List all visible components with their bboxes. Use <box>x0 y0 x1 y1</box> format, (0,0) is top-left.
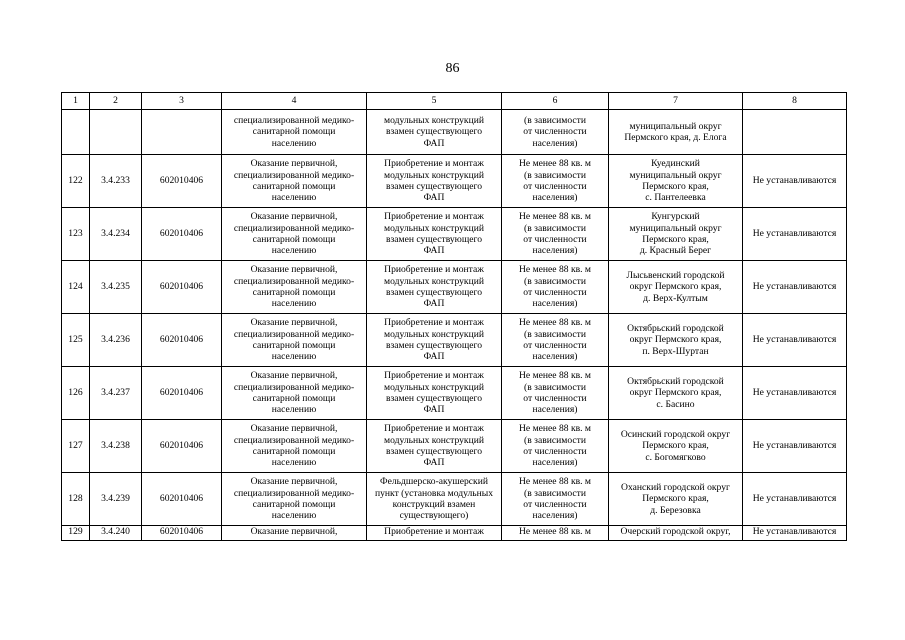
cell-text-line: модульных конструкций <box>384 434 484 446</box>
cell-text-line: Пермского края, <box>642 440 709 452</box>
cell-text-line: взамен существующего <box>385 181 482 192</box>
cell-text-line: населения) <box>532 457 578 469</box>
cell-text-line: (в зависимости <box>524 169 586 181</box>
table-row <box>62 314 847 367</box>
note-cell <box>743 110 847 155</box>
cell-text-line: от численности <box>523 287 587 298</box>
cell-text-line: Не менее 88 кв. м <box>518 211 591 223</box>
row-number-cell: 125 <box>62 314 90 367</box>
cell-text-line: пункт (установка модульных <box>374 487 494 499</box>
cell-text-line: Оханский городской округ <box>621 482 730 494</box>
cell-text-line: Оказание первичной, <box>250 158 338 170</box>
cell-text-line: населению <box>271 192 317 204</box>
cell-text-line: населения) <box>532 137 578 149</box>
purpose-cell <box>222 420 367 473</box>
table-row <box>62 208 847 261</box>
budget-code-cell: 602010406 <box>142 261 222 314</box>
cell-text-line: Пермского края, д. Елога <box>624 132 727 143</box>
cell-text-line: специализированной медико- <box>233 328 355 340</box>
cell-text-line: взамен существующего <box>385 446 482 457</box>
cell-text-line: Не менее 88 кв. м <box>518 317 591 329</box>
cell-text-line: Октябрьский городской <box>627 323 724 335</box>
cell-text-line: ФАП <box>423 351 445 363</box>
cell-text-line: муниципальный округ <box>629 120 722 132</box>
budget-code-cell: 602010406 <box>142 526 222 541</box>
cell-text-line: ФАП <box>423 192 445 204</box>
cell-text-line: специализированной медико- <box>233 222 355 234</box>
cell-text-line: ФАП <box>423 457 445 469</box>
cell-text-line: существующего) <box>399 510 469 522</box>
cell-text-line: населения) <box>532 404 578 416</box>
cell-text-line: взамен существующего <box>385 234 482 245</box>
cell-text-line: от численности <box>523 234 587 245</box>
note-cell: Не устанавливаются <box>743 314 847 367</box>
cell-text-line: Приобретение и монтаж <box>384 211 484 223</box>
cell-text-line: с. Пантелеевка <box>645 192 706 204</box>
cell-text-line: специализированной медико- <box>233 115 355 127</box>
cell-text-line: д. Красный Берег <box>639 245 712 257</box>
purpose-cell <box>222 110 367 155</box>
header-cell: 7 <box>609 93 743 110</box>
location-cell <box>609 110 743 155</box>
cell-text-line: от численности <box>523 340 587 351</box>
item-code-cell <box>90 110 142 155</box>
cell-text-line: населению <box>271 404 317 416</box>
purpose-cell <box>222 526 367 541</box>
cell-text-line: Приобретение и монтаж <box>384 423 484 435</box>
location-cell <box>609 208 743 261</box>
cell-text-line: Кунгурский <box>651 211 700 223</box>
activity-cell <box>367 155 502 208</box>
cell-text-line: населению <box>271 457 317 469</box>
cell-text-line: модульных конструкций <box>384 381 484 393</box>
item-code-cell: 3.4.235 <box>90 261 142 314</box>
purpose-cell <box>222 155 367 208</box>
header-cell: 4 <box>222 93 367 110</box>
table-row <box>62 155 847 208</box>
header-row <box>62 93 847 110</box>
cell-text-line: специализированной медико- <box>233 487 355 499</box>
cell-text-line: санитарной помощи <box>252 340 336 351</box>
cell-text-line: населения) <box>532 298 578 310</box>
note-cell: Не устанавливаются <box>743 526 847 541</box>
table-row <box>62 261 847 314</box>
activity-cell <box>367 473 502 526</box>
cell-text-line: санитарной помощи <box>252 181 336 192</box>
cell-text-line: Не менее 88 кв. м <box>518 526 591 537</box>
cell-text-line: Куединский <box>651 158 700 170</box>
location-cell <box>609 367 743 420</box>
row-number-cell: 122 <box>62 155 90 208</box>
cell-text-line: санитарной помощи <box>252 393 336 404</box>
cell-text-line: взамен существующего <box>385 287 482 298</box>
cell-text-line: от численности <box>523 126 587 138</box>
cell-text-line: от численности <box>523 446 587 457</box>
capacity-cell <box>502 420 609 473</box>
cell-text-line: взамен существующего <box>385 393 482 404</box>
cell-text-line: д. Верх-Култым <box>643 292 708 304</box>
cell-text-line: населения) <box>532 351 578 363</box>
purpose-cell <box>222 314 367 367</box>
cell-text-line: от численности <box>523 499 587 510</box>
item-code-cell: 3.4.240 <box>90 526 142 541</box>
capacity-cell <box>502 367 609 420</box>
cell-text-line: специализированной медико- <box>233 434 355 446</box>
budget-code-cell <box>142 110 222 155</box>
cell-text-line: округ Пермского края, <box>629 334 722 346</box>
header-cell: 5 <box>367 93 502 110</box>
table-row <box>62 110 847 155</box>
cell-text-line: округ Пермского края, <box>629 387 722 399</box>
capacity-cell <box>502 155 609 208</box>
header-cell: 8 <box>743 93 847 110</box>
cell-text-line: (в зависимости <box>524 115 586 127</box>
table-row <box>62 473 847 526</box>
cell-text-line: Не менее 88 кв. м <box>518 423 591 435</box>
budget-code-cell: 602010406 <box>142 314 222 367</box>
cell-text-line: (в зависимости <box>524 328 586 340</box>
cell-text-line: Оказание первичной, <box>250 211 338 223</box>
budget-code-cell: 602010406 <box>142 208 222 261</box>
cell-text-line: Пермского края, <box>642 234 709 245</box>
note-cell: Не устанавливаются <box>743 367 847 420</box>
item-code-cell: 3.4.238 <box>90 420 142 473</box>
cell-text-line: муниципальный округ <box>629 169 722 181</box>
cell-text-line: п. Верх-Шуртан <box>642 345 709 357</box>
cell-text-line: населения) <box>532 192 578 204</box>
purpose-cell <box>222 261 367 314</box>
item-code-cell: 3.4.236 <box>90 314 142 367</box>
cell-text-line: населения) <box>532 245 578 257</box>
note-cell: Не устанавливаются <box>743 208 847 261</box>
cell-text-line: Приобретение и монтаж <box>384 158 484 170</box>
activity-cell <box>367 367 502 420</box>
cell-text-line: санитарной помощи <box>252 126 336 138</box>
row-number-cell: 123 <box>62 208 90 261</box>
purpose-cell <box>222 208 367 261</box>
location-cell <box>609 155 743 208</box>
page-number: 86 <box>445 61 460 76</box>
cell-text-line: населению <box>271 137 317 149</box>
note-cell: Не устанавливаются <box>743 155 847 208</box>
cell-text-line: модульных конструкций <box>384 328 484 340</box>
cell-text-line: санитарной помощи <box>252 446 336 457</box>
location-cell <box>609 473 743 526</box>
data-table <box>61 92 847 541</box>
cell-text-line: взамен существующего <box>385 126 482 138</box>
activity-cell <box>367 261 502 314</box>
cell-text-line: модульных конструкций <box>384 222 484 234</box>
cell-text-line: санитарной помощи <box>252 499 336 510</box>
cell-text-line: взамен существующего <box>385 340 482 351</box>
location-cell <box>609 420 743 473</box>
cell-text-line: ФАП <box>423 137 445 149</box>
cell-text-line: населению <box>271 245 317 257</box>
cell-text-line: Лысьвенский городской <box>626 270 725 282</box>
budget-code-cell: 602010406 <box>142 420 222 473</box>
cell-text-line: Не менее 88 кв. м <box>518 264 591 276</box>
cell-text-line: Фельдшерско-акушерский <box>380 476 488 488</box>
cell-text-line: Приобретение и монтаж <box>384 526 484 537</box>
header-cell: 3 <box>142 93 222 110</box>
purpose-cell <box>222 473 367 526</box>
location-cell <box>609 314 743 367</box>
capacity-cell <box>502 473 609 526</box>
location-cell <box>609 261 743 314</box>
item-code-cell: 3.4.237 <box>90 367 142 420</box>
cell-text-line: модульных конструкций <box>384 275 484 287</box>
cell-text-line: с. Богомягково <box>645 451 706 463</box>
cell-text-line: (в зависимости <box>524 434 586 446</box>
cell-text-line: модульных конструкций <box>384 169 484 181</box>
purpose-cell <box>222 367 367 420</box>
capacity-cell <box>502 526 609 541</box>
cell-text-line: Оказание первичной, <box>250 526 338 537</box>
capacity-cell <box>502 261 609 314</box>
cell-text-line: Приобретение и монтаж <box>384 264 484 276</box>
activity-cell <box>367 208 502 261</box>
budget-code-cell: 602010406 <box>142 155 222 208</box>
row-number-cell: 129 <box>62 526 90 541</box>
activity-cell <box>367 110 502 155</box>
cell-text-line: с. Басино <box>656 398 695 410</box>
cell-text-line: от численности <box>523 181 587 192</box>
cell-text-line: (в зависимости <box>524 381 586 393</box>
table-row <box>62 420 847 473</box>
cell-text-line: Приобретение и монтаж <box>384 317 484 329</box>
row-number-cell: 124 <box>62 261 90 314</box>
cell-text-line: ФАП <box>423 298 445 310</box>
cell-text-line: населению <box>271 510 317 522</box>
cell-text-line: Не менее 88 кв. м <box>518 370 591 382</box>
cell-text-line: Осинский городской округ <box>620 429 731 441</box>
cell-text-line: специализированной медико- <box>233 169 355 181</box>
cell-text-line: санитарной помощи <box>252 234 336 245</box>
cell-text-line: от численности <box>523 393 587 404</box>
row-number-cell: 128 <box>62 473 90 526</box>
note-cell: Не устанавливаются <box>743 261 847 314</box>
cell-text-line: Очерский городской округ, <box>620 526 731 537</box>
cell-text-line: Приобретение и монтаж <box>384 370 484 382</box>
row-number-cell: 126 <box>62 367 90 420</box>
table-row <box>62 526 847 541</box>
activity-cell <box>367 314 502 367</box>
capacity-cell <box>502 208 609 261</box>
cell-text-line: ФАП <box>423 245 445 257</box>
table-row <box>62 367 847 420</box>
location-cell <box>609 526 743 541</box>
cell-text-line: специализированной медико- <box>233 381 355 393</box>
header-cell: 2 <box>90 93 142 110</box>
activity-cell <box>367 420 502 473</box>
cell-text-line: модульных конструкций <box>384 115 484 127</box>
cell-text-line: Оказание первичной, <box>250 423 338 435</box>
cell-text-line: Оказание первичной, <box>250 317 338 329</box>
cell-text-line: Не менее 88 кв. м <box>518 158 591 170</box>
budget-code-cell: 602010406 <box>142 473 222 526</box>
cell-text-line: санитарной помощи <box>252 287 336 298</box>
cell-text-line: специализированной медико- <box>233 275 355 287</box>
note-cell: Не устанавливаются <box>743 473 847 526</box>
cell-text-line: Пермского края, <box>642 181 709 192</box>
cell-text-line: ФАП <box>423 404 445 416</box>
cell-text-line: Октябрьский городской <box>627 376 724 388</box>
row-number-cell: 127 <box>62 420 90 473</box>
cell-text-line: (в зависимости <box>524 222 586 234</box>
cell-text-line: конструкций взамен <box>392 499 476 510</box>
cell-text-line: Не менее 88 кв. м <box>518 476 591 488</box>
cell-text-line: д. Березовка <box>650 504 701 516</box>
header-cell: 6 <box>502 93 609 110</box>
cell-text-line: населения) <box>532 510 578 522</box>
note-cell: Не устанавливаются <box>743 420 847 473</box>
cell-text-line: (в зависимости <box>524 275 586 287</box>
item-code-cell: 3.4.233 <box>90 155 142 208</box>
cell-text-line: населению <box>271 351 317 363</box>
cell-text-line: Пермского края, <box>642 493 709 505</box>
cell-text-line: округ Пермского края, <box>629 281 722 293</box>
cell-text-line: населению <box>271 298 317 310</box>
item-code-cell: 3.4.239 <box>90 473 142 526</box>
header-cell: 1 <box>62 93 90 110</box>
cell-text-line: Оказание первичной, <box>250 264 338 276</box>
cell-text-line: муниципальный округ <box>629 222 722 234</box>
row-number-cell <box>62 110 90 155</box>
activity-cell <box>367 526 502 541</box>
cell-text-line: Оказание первичной, <box>250 476 338 488</box>
capacity-cell <box>502 110 609 155</box>
item-code-cell: 3.4.234 <box>90 208 142 261</box>
cell-text-line: (в зависимости <box>524 487 586 499</box>
capacity-cell <box>502 314 609 367</box>
cell-text-line: Оказание первичной, <box>250 370 338 382</box>
budget-code-cell: 602010406 <box>142 367 222 420</box>
